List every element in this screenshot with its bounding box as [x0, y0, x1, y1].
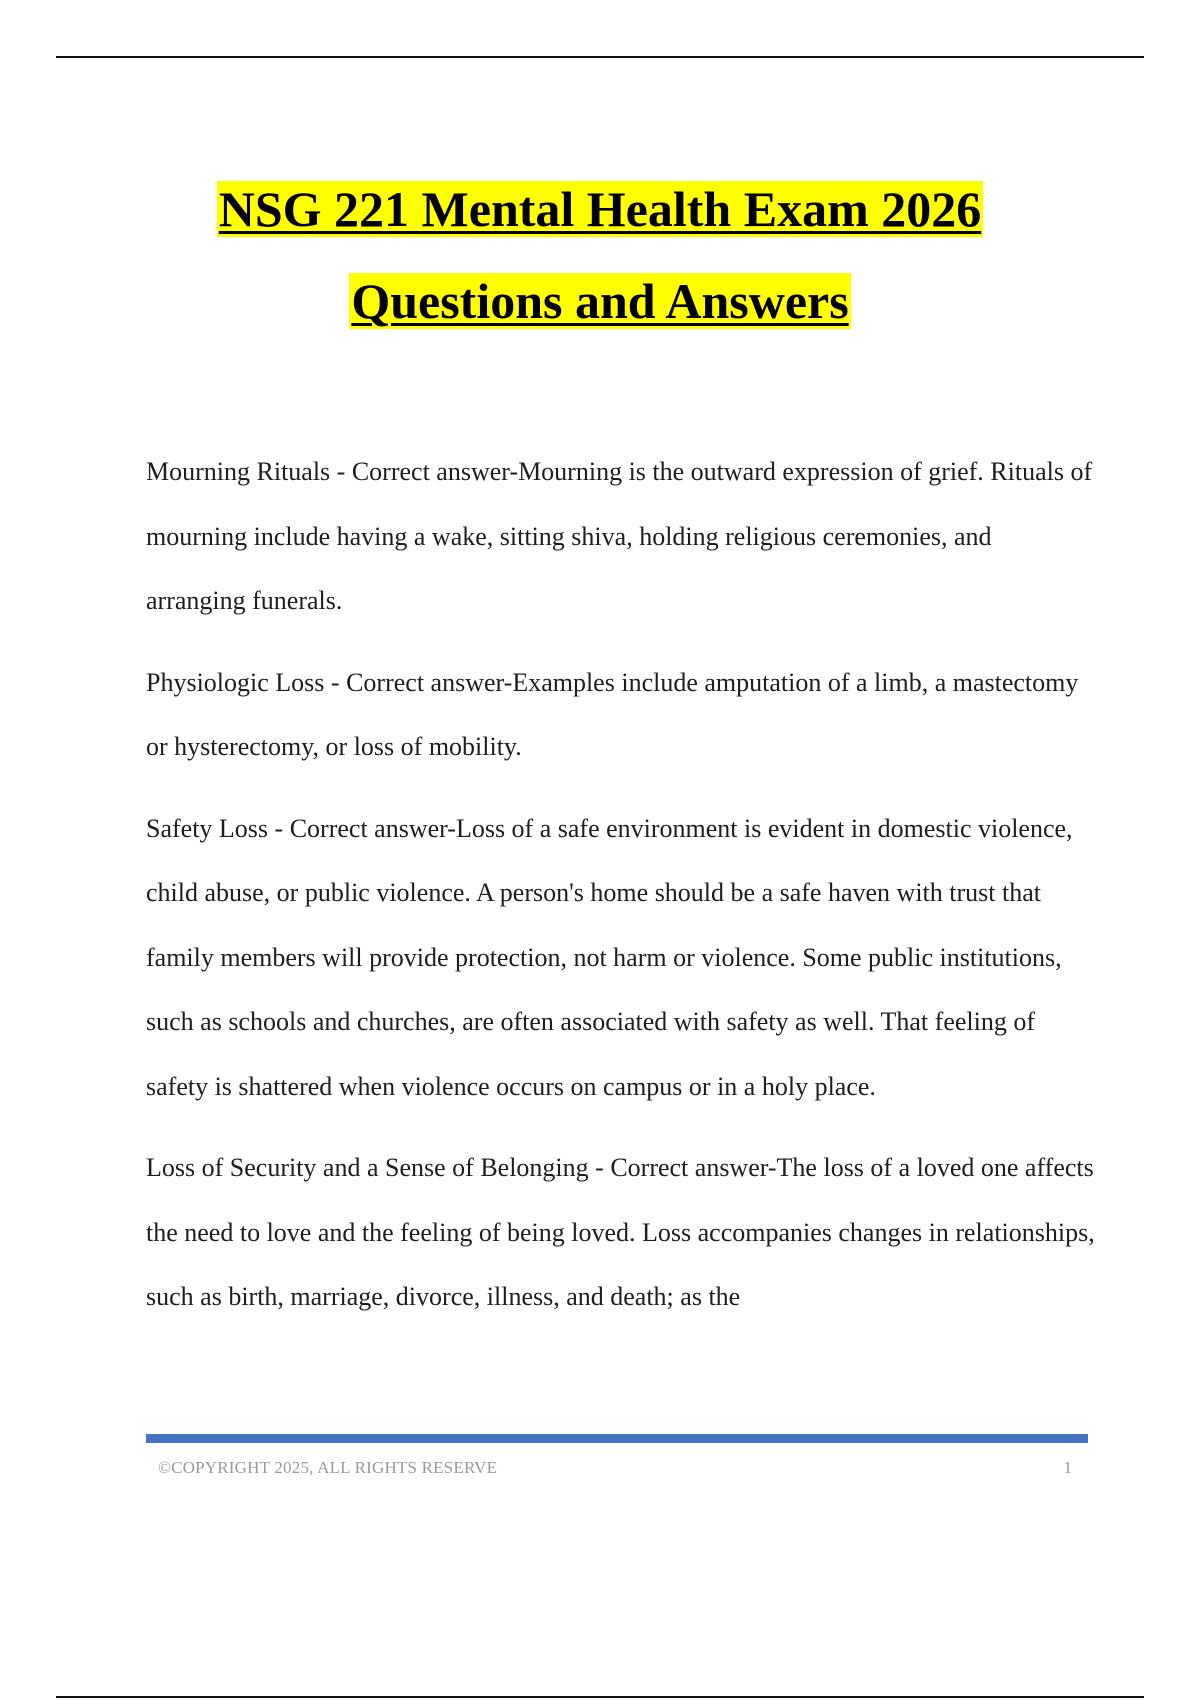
qa-list: [146, 440, 1096, 1347]
qa-separator: - Correct answer-: [324, 667, 513, 697]
qa-separator: - Correct answer-: [330, 457, 519, 486]
title-line-2: [0, 270, 1200, 362]
qa-answer: Examples include amputation of a limb, a mastectomy or hysterectomy, or loss of mobility.: [146, 667, 1079, 761]
title-line-1: [0, 178, 1200, 270]
qa-term: Physiologic Loss: [146, 667, 325, 697]
qa-answer: Mourning is the outward expression of grief. Rituals of mourning include having a wake, sitting shiva, holding religious ceremonies, and arranging funerals.: [146, 457, 1093, 615]
qa-separator: - Correct answer-: [588, 1153, 777, 1182]
footer-bar: [146, 1434, 1088, 1443]
qa-item: [146, 1136, 1096, 1330]
qa-separator: - Correct answer-: [268, 813, 456, 843]
top-divider: [56, 56, 1144, 58]
qa-item: [146, 797, 1096, 1120]
qa-item: [146, 651, 1096, 780]
qa-term: Mourning Rituals: [146, 457, 331, 486]
qa-answer: Loss of a safe environment is evident in domestic violence, child abuse, or public violence. A person's home should be a safe haven with trust that family members will provide protection, not harm or violence. Some public institutions, such as schools and churches, are often associated with safety as well. That feeling of safety is shattered when violence occurs on campus or in a holy place.: [146, 813, 1073, 1101]
footer-copyright: ©COPYRIGHT 2025, ALL RIGHTS RESERVE: [158, 1458, 498, 1477]
bottom-divider: [56, 1696, 1144, 1698]
document-title: [0, 178, 1200, 362]
title-text-1: NSG 221 Mental Health Exam 2026: [218, 181, 982, 237]
page-number: 1: [1063, 1458, 1072, 1477]
qa-term: Loss of Security and a Sense of Belonging: [146, 1153, 589, 1182]
qa-term: Safety Loss: [146, 813, 269, 843]
qa-answer: The loss of a loved one affects the need to love and the feeling of being loved. Loss accompanies changes in relationships, such as birth, marriage, divorce, illness, and death; as the: [146, 1153, 1095, 1311]
title-text-2: Questions and Answers: [351, 273, 849, 329]
qa-item: [146, 440, 1096, 634]
